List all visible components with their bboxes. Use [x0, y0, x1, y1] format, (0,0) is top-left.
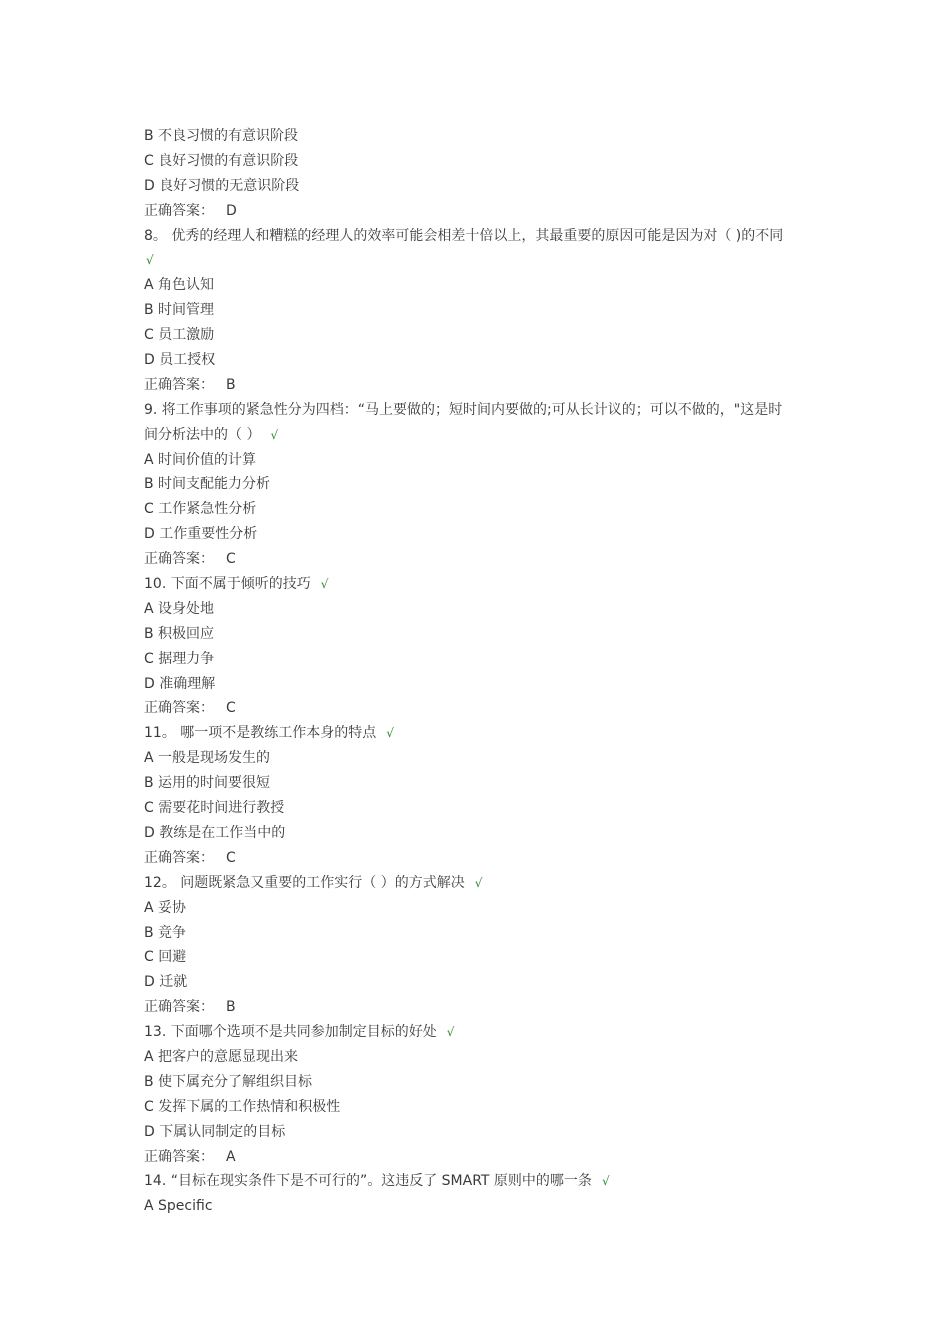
question-text: [144, 721, 814, 746]
answer-option: [144, 1120, 814, 1145]
question-line: 10. 下面不属于倾听的技巧: [144, 576, 311, 593]
question-line: 8。 优秀的经理人和糟糕的经理人的效率可能会相差十倍以上，其最重要的原因可能是因为对（ )的不同: [144, 227, 784, 244]
answer-option: [144, 597, 814, 622]
correct-answer-label: 正确答案：: [144, 1148, 214, 1165]
option-text: D 教练是在工作当中的: [144, 824, 286, 841]
answer-option: [144, 746, 814, 771]
option-text: C 员工激励: [144, 327, 215, 344]
checkmark-icon: √: [320, 577, 329, 592]
option-text: A 妥协: [144, 899, 187, 916]
answer-option: [144, 1095, 814, 1120]
option-text: A 一般是现场发生的: [144, 750, 271, 767]
option-text: C 良好习惯的有意识阶段: [144, 152, 299, 169]
correct-answer-value: B: [226, 376, 236, 393]
option-text: B 积极回应: [144, 625, 215, 642]
question-line: 13. 下面哪个选项不是共同参加制定目标的好处: [144, 1024, 437, 1041]
correct-answer: [144, 199, 814, 224]
option-text: A Specific: [144, 1198, 213, 1215]
question-text: [144, 1169, 814, 1194]
question-text: [144, 572, 814, 597]
option-text: D 员工授权: [144, 352, 216, 369]
document-body: [144, 124, 814, 1219]
option-text: B 时间管理: [144, 302, 215, 319]
question-line: 14. “目标在现实条件下是不可行的”。这违反了 SMART 原则中的哪一条: [144, 1173, 592, 1190]
option-text: C 回避: [144, 949, 187, 966]
answer-option: [144, 945, 814, 970]
answer-option: [144, 497, 814, 522]
option-text: A 时间价值的计算: [144, 451, 257, 468]
correct-answer-label: 正确答案：: [144, 849, 214, 866]
option-text: D 准确理解: [144, 675, 216, 692]
checkmark-icon: √: [146, 253, 154, 268]
question-line: 12。 问题既紧急又重要的工作实行（ ）的方式解决: [144, 874, 465, 891]
answer-option: [144, 796, 814, 821]
correct-answer: [144, 696, 814, 721]
option-text: A 角色认知: [144, 277, 215, 294]
correct-answer-value: B: [226, 999, 236, 1016]
option-text: C 发挥下属的工作热情和积极性: [144, 1098, 341, 1115]
option-text: C 据理力争: [144, 650, 215, 667]
answer-option: [144, 149, 814, 174]
question-checkmark: [144, 248, 814, 273]
answer-option: [144, 1194, 814, 1219]
correct-answer-label: 正确答案：: [144, 202, 214, 219]
answer-option: [144, 896, 814, 921]
option-text: B 时间支配能力分析: [144, 476, 271, 493]
correct-answer-label: 正确答案：: [144, 700, 214, 717]
answer-option: [144, 1045, 814, 1070]
question-line: 间分析法中的（ ）: [144, 426, 261, 443]
option-text: B 竞争: [144, 924, 187, 941]
answer-option: [144, 174, 814, 199]
option-text: C 工作紧急性分析: [144, 501, 257, 518]
checkmark-icon: √: [474, 875, 483, 890]
checkmark-icon: √: [386, 726, 394, 741]
option-text: A 设身处地: [144, 600, 215, 617]
correct-answer: [144, 1145, 814, 1170]
answer-option: [144, 622, 814, 647]
answer-option: [144, 472, 814, 497]
answer-option: [144, 970, 814, 995]
correct-answer-value: D: [226, 202, 237, 219]
question-text: [144, 224, 814, 249]
checkmark-icon: √: [446, 1025, 455, 1040]
answer-option: [144, 1070, 814, 1095]
correct-answer-value: C: [226, 849, 236, 866]
question-line: 9. 将工作事项的紧急性分为四档：“马上要做的；短时间内要做的;可从长计议的；可以不做的，"这是时: [144, 401, 783, 418]
answer-option: [144, 672, 814, 697]
correct-answer-label: 正确答案：: [144, 551, 214, 568]
option-text: D 工作重要性分析: [144, 526, 258, 543]
checkmark-icon: √: [601, 1174, 610, 1189]
answer-option: [144, 522, 814, 547]
correct-answer: [144, 547, 814, 572]
question-text: [144, 1020, 814, 1045]
correct-answer-value: C: [226, 551, 236, 568]
answer-option: [144, 124, 814, 149]
correct-answer: [144, 995, 814, 1020]
correct-answer-label: 正确答案：: [144, 999, 214, 1016]
correct-answer: [144, 373, 814, 398]
option-text: B 运用的时间要很短: [144, 775, 271, 792]
answer-option: [144, 273, 814, 298]
correct-answer-value: A: [226, 1148, 236, 1165]
option-text: C 需要花时间进行教授: [144, 800, 285, 817]
option-text: B 使下属充分了解组织目标: [144, 1073, 313, 1090]
option-text: D 迁就: [144, 974, 188, 991]
answer-option: [144, 448, 814, 473]
option-text: B 不良习惯的有意识阶段: [144, 128, 299, 144]
answer-option: [144, 821, 814, 846]
question-text: [144, 423, 814, 448]
answer-option: [144, 323, 814, 348]
answer-option: [144, 647, 814, 672]
answer-option: [144, 921, 814, 946]
answer-option: [144, 771, 814, 796]
question-text: [144, 871, 814, 896]
correct-answer-value: C: [226, 700, 236, 717]
checkmark-icon: √: [270, 427, 279, 442]
correct-answer-label: 正确答案：: [144, 376, 214, 393]
option-text: D 下属认同制定的目标: [144, 1123, 286, 1140]
answer-option: [144, 348, 814, 373]
question-text: [144, 398, 814, 423]
correct-answer: [144, 846, 814, 871]
option-text: A 把客户的意愿显现出来: [144, 1048, 299, 1065]
question-line: 11。 哪一项不是教练工作本身的特点: [144, 725, 377, 742]
answer-option: [144, 298, 814, 323]
option-text: D 良好习惯的无意识阶段: [144, 177, 300, 194]
